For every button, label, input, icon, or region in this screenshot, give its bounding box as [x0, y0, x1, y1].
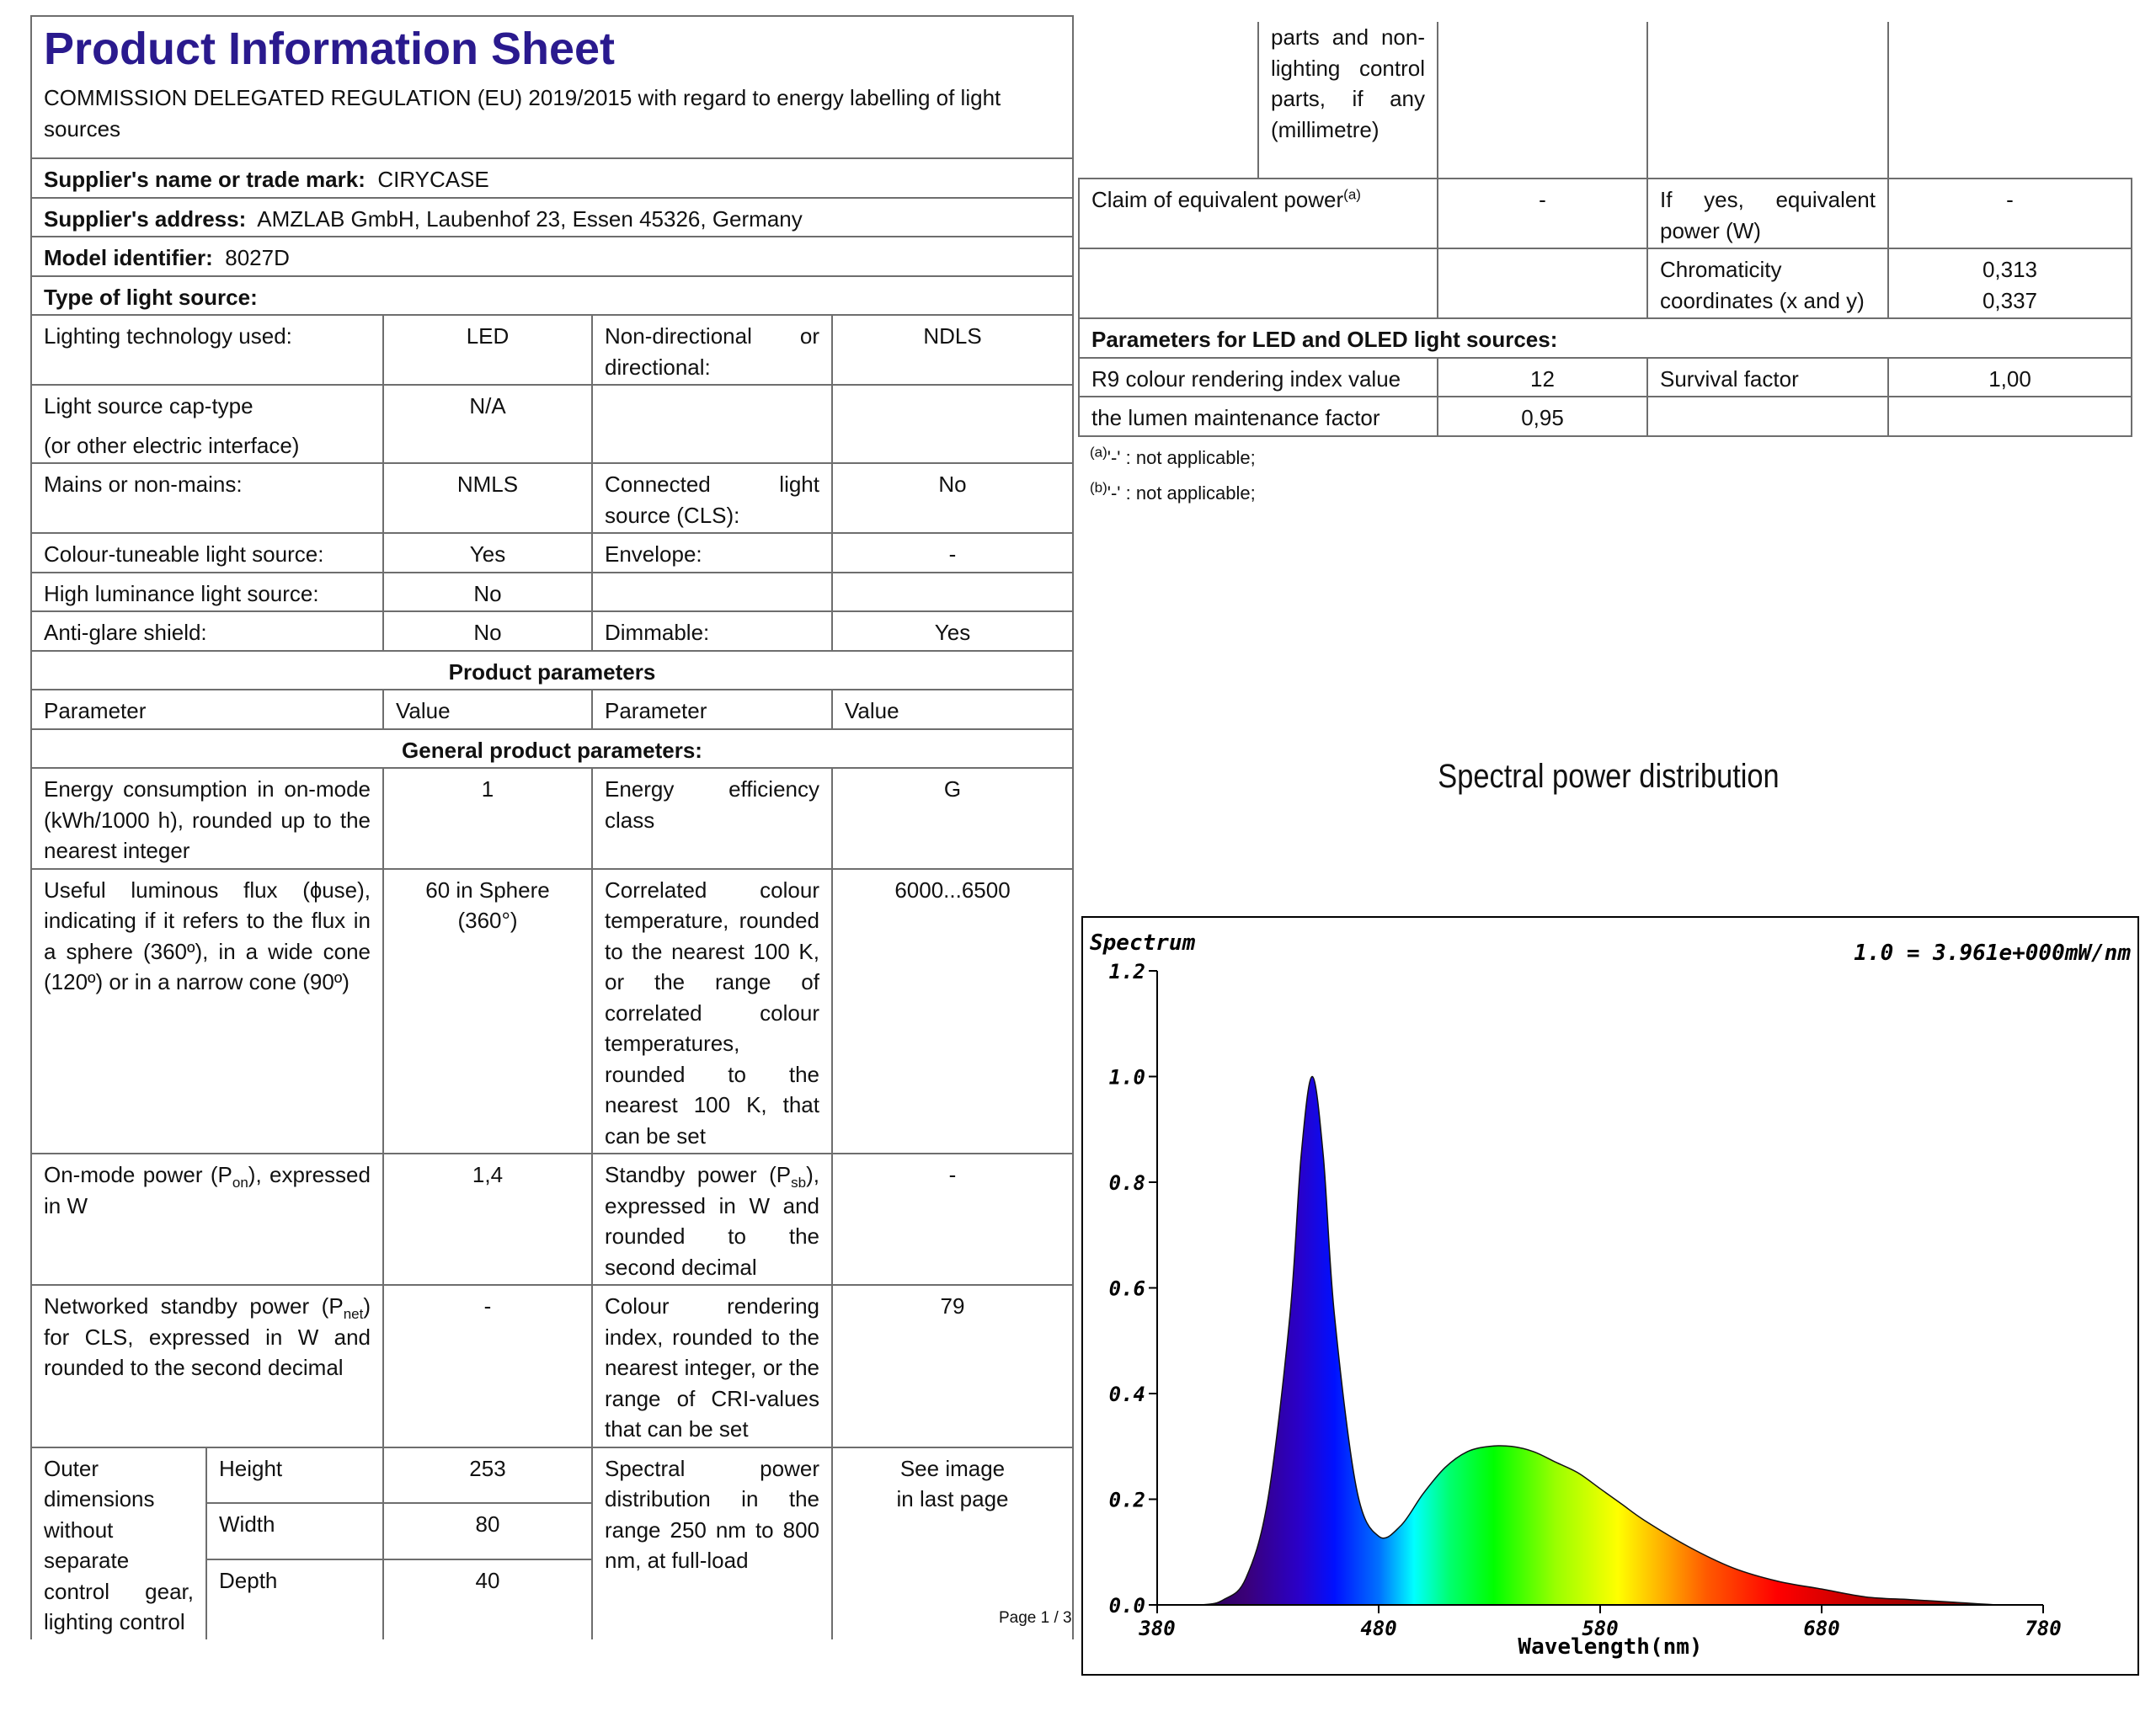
general-parameters-heading: General product parameters:	[31, 729, 1073, 769]
energy-consumption-value: 1	[383, 768, 592, 869]
chromaticity-x: 0,313	[1982, 257, 2038, 282]
survival-factor-value: 1,00	[1888, 358, 2132, 397]
standby-power-value: -	[832, 1154, 1073, 1285]
supplier-name-row	[31, 158, 1073, 198]
equivalent-power-claim-value: -	[1438, 179, 1647, 248]
r9-label: R9 colour rendering index value	[1079, 358, 1438, 397]
cap-type-line-1: Light source cap-type	[44, 393, 253, 418]
product-parameters-heading: Product parameters	[31, 651, 1073, 690]
envelope-label: Envelope:	[592, 533, 832, 573]
networked-standby-text-end: ) for CLS, expressed in W and rounded to the second decimal	[44, 1293, 371, 1380]
y-tick-label: 1.0	[1108, 1065, 1145, 1090]
height-value: 253	[383, 1447, 592, 1504]
on-mode-power-value: 1,4	[383, 1154, 592, 1285]
high-luminance-label: High luminance light source:	[31, 573, 383, 612]
cls-value: No	[832, 463, 1073, 533]
dimmable-value: Yes	[832, 611, 1073, 651]
height-label: Height	[206, 1447, 383, 1504]
dimension-continuation-label: parts and non-lighting control parts, if any (millimetre)	[1258, 22, 1438, 179]
networked-standby-text: Networked standby power (P	[44, 1293, 344, 1319]
networked-standby-value: -	[383, 1285, 592, 1447]
empty-cell	[1438, 22, 1647, 179]
model-row	[31, 237, 1073, 276]
y-tick-label: 0.8	[1108, 1171, 1145, 1195]
standby-power-text-end: ), expressed in W and rounded to the second decimal	[605, 1162, 819, 1280]
lighting-technology-label: Lighting technology used:	[31, 315, 383, 385]
outer-dimensions-label: Outer dimensions without separate control gear, lighting control	[31, 1447, 206, 1639]
spectral-distribution-value-line-1: See image	[899, 1455, 1006, 1481]
scale-note: 1.0 = 3.961e+000mW/nm	[1854, 941, 2131, 966]
high-luminance-value: No	[383, 573, 592, 612]
colour-tuneable-value: Yes	[383, 533, 592, 573]
led-parameters-heading: Parameters for LED and OLED light sources:	[1079, 318, 2132, 358]
chromaticity-label: Chromaticity coordinates (x and y)	[1647, 248, 1888, 318]
supplier-name-label: Supplier's name or trade mark:	[44, 167, 366, 192]
standby-power-text: Standby power (P	[605, 1162, 792, 1187]
anti-glare-value: No	[383, 611, 592, 651]
luminous-flux-value	[383, 869, 592, 1154]
info-table	[30, 15, 1074, 1639]
model-value: 8027D	[225, 245, 290, 270]
x-tick-label: 580	[1582, 1617, 1619, 1640]
on-mode-power-text: On-mode power (P	[44, 1162, 232, 1187]
depth-value: 40	[383, 1559, 592, 1639]
y-tick-label: 1.2	[1108, 960, 1145, 983]
empty-cell	[592, 573, 832, 612]
footnote-b-marker: (b)	[1090, 479, 1107, 496]
product-information-sheet	[30, 15, 1074, 1639]
empty-cell	[1888, 22, 2132, 179]
equivalent-power-claim-text: Claim of equivalent power	[1091, 187, 1344, 212]
spectral-distribution-value-line-2: in last page	[896, 1486, 1009, 1511]
col-value-header: Value	[383, 690, 592, 729]
footnote-b	[1090, 476, 2132, 511]
spectral-power-chart	[1081, 916, 2139, 1676]
model-label: Model identifier:	[44, 245, 213, 270]
lumen-maintenance-value: 0,95	[1438, 397, 1647, 436]
colour-tuneable-label: Colour-tuneable light source:	[31, 533, 383, 573]
col-value-header: Value	[832, 690, 1073, 729]
col-parameter-header: Parameter	[592, 690, 832, 729]
supplier-address-row	[31, 198, 1073, 237]
light-source-type-heading: Type of light source:	[31, 276, 1073, 316]
survival-factor-label: Survival factor	[1647, 358, 1888, 397]
spectral-distribution-label: Spectral power distribution in the range 250 nm to 800 nm, at full-load	[592, 1447, 832, 1639]
chromaticity-y: 0,337	[1982, 287, 2038, 313]
on-mode-power-text-end: ), expressed in W	[44, 1162, 371, 1218]
y-tick-label: 0.6	[1108, 1277, 1145, 1301]
x-tick-label: 780	[2025, 1617, 2062, 1640]
luminous-flux-label: Useful luminous flux (ɸuse), indicating if it refers to the flux in a sphere (360º), in a wide cone (120º) or in a narrow cone (90º)	[31, 869, 383, 1154]
empty-cell	[1079, 22, 1258, 179]
cls-label: Connected light source (CLS):	[592, 463, 832, 533]
lighting-technology-value: LED	[383, 315, 592, 385]
envelope-value: -	[832, 533, 1073, 573]
continuation-table	[1078, 22, 2132, 437]
r9-value: 12	[1438, 358, 1647, 397]
luminous-flux-value-line-2: (360°)	[457, 908, 518, 933]
cap-type-label	[31, 385, 383, 463]
energy-consumption-label: Energy consumption in on-mode (kWh/1000 h), rounded up to the nearest integer	[31, 768, 383, 869]
empty-cell	[1647, 22, 1888, 179]
empty-cell	[1438, 248, 1647, 318]
cct-value: 6000...6500	[832, 869, 1073, 1154]
energy-efficiency-value: G	[832, 768, 1073, 869]
page-number: Page 1 / 3	[999, 1609, 1072, 1627]
lumen-maintenance-label: the lumen maintenance factor	[1079, 397, 1438, 436]
x-tick-label: 380	[1139, 1617, 1176, 1640]
cap-type-value: N/A	[383, 385, 592, 463]
equivalent-power-value: -	[1888, 179, 2132, 248]
col-parameter-header: Parameter	[31, 690, 383, 729]
footnote-b-text: '-' : not applicable;	[1107, 482, 1256, 504]
regulation-text: COMMISSION DELEGATED REGULATION (EU) 2019/2015 with regard to energy labelling of light sources	[44, 85, 1001, 141]
footnote-a-marker: (a)	[1090, 444, 1107, 461]
networked-standby-subscript: net	[343, 1306, 364, 1323]
supplier-address-label: Supplier's address:	[44, 205, 247, 232]
footnote-a-text: '-' : not applicable;	[1107, 446, 1256, 468]
luminous-flux-value-line-1: 60 in Sphere	[425, 877, 550, 903]
cri-value: 79	[832, 1285, 1073, 1447]
width-label: Width	[206, 1503, 383, 1559]
energy-efficiency-label: Energy efficiency class	[592, 768, 832, 869]
y-tick-label: 0.2	[1108, 1488, 1145, 1512]
empty-cell	[1647, 397, 1888, 436]
footnotes	[1078, 440, 2132, 511]
width-value: 80	[383, 1503, 592, 1559]
empty-cell	[1079, 248, 1438, 318]
x-tick-label: 680	[1803, 1617, 1840, 1640]
cap-type-line-2: (or other electric interface)	[44, 432, 300, 458]
continuation-section	[1078, 22, 2132, 511]
header-cell	[31, 16, 1073, 158]
directional-value: NDLS	[832, 315, 1073, 385]
depth-label: Depth	[206, 1559, 383, 1639]
y-tick-label: 0.4	[1108, 1383, 1145, 1406]
mains-label: Mains or non-mains:	[31, 463, 383, 533]
supplier-name-value: CIRYCASE	[377, 167, 489, 192]
x-axis-label: Wavelength(nm)	[1518, 1634, 1703, 1660]
chart-title: Spectral power distribution	[1438, 758, 1780, 795]
cri-label: Colour rendering index, rounded to the nearest integer, or the range of CRI-values that can be set	[592, 1285, 832, 1447]
supplier-address-value: AMZLAB GmbH, Laubenhof 23, Essen 45326, Germany	[257, 205, 803, 232]
mains-value: NMLS	[383, 463, 592, 533]
footnote-a	[1090, 440, 2132, 476]
footnote-marker: (a)	[1343, 186, 1361, 203]
directional-label: Non-directional or directional:	[592, 315, 832, 385]
networked-standby-label	[31, 1285, 383, 1447]
on-mode-power-subscript: on	[232, 1175, 248, 1191]
dimmable-label: Dimmable:	[592, 611, 832, 651]
on-mode-power-label	[31, 1154, 383, 1285]
equivalent-power-claim-label	[1079, 179, 1438, 248]
cct-label: Correlated colour temperature, rounded to the nearest 100 K, or the range of correlated colour temperatures, rounded to the nearest 100 K, that can be set	[592, 869, 832, 1154]
y-axis-label: Spectrum	[1090, 930, 1196, 956]
standby-power-subscript: sb	[791, 1175, 807, 1191]
empty-cell	[832, 385, 1073, 463]
chromaticity-value	[1888, 248, 2132, 318]
standby-power-label	[592, 1154, 832, 1285]
empty-cell	[592, 385, 832, 463]
equivalent-power-label: If yes, equivalent power (W)	[1647, 179, 1888, 248]
anti-glare-label: Anti-glare shield:	[31, 611, 383, 651]
page-title: Product Information Sheet	[44, 24, 616, 74]
y-tick-label: 0.0	[1108, 1594, 1145, 1618]
empty-cell	[832, 573, 1073, 612]
x-tick-label: 480	[1360, 1617, 1397, 1640]
empty-cell	[1888, 397, 2132, 436]
